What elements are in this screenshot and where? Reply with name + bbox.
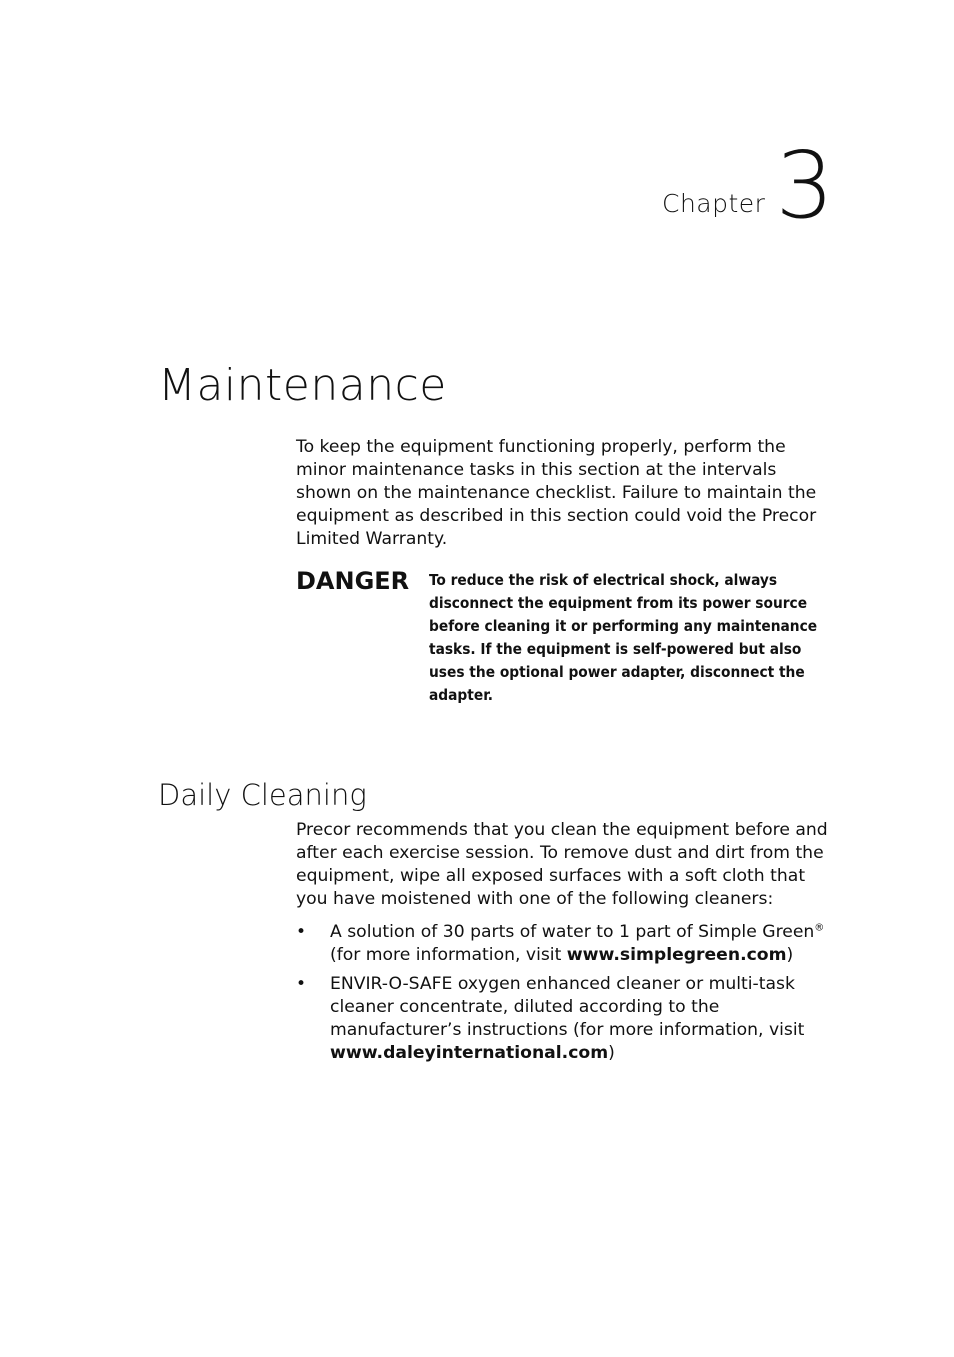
registered-mark: ® xyxy=(814,922,825,934)
chapter-header xyxy=(662,132,834,239)
danger-label: DANGER xyxy=(296,567,410,595)
list-item xyxy=(296,973,836,1065)
list-item-text-part: A solution of 30 parts of water to 1 part of Simple Green xyxy=(330,922,815,942)
list-item-text-part: ENVIR-O-SAFE oxygen enhanced cleaner or multi-task cleaner concentrate, diluted according to the manufacturer’s instructions (for more information, visit xyxy=(330,974,805,1040)
chapter-label: Chapter xyxy=(662,189,766,218)
list-item-text xyxy=(330,921,836,967)
daily-cleaning-paragraph: Precor recommends that you clean the equipment before and after each exercise session. To remove dust and dirt from the equipment, wipe all exposed surfaces with a soft cloth that you have moistened with one of the following cleaners: xyxy=(296,820,828,909)
list-item-text-part: ) xyxy=(786,945,794,965)
list-item-text-part: ) xyxy=(608,1043,615,1063)
danger-notice xyxy=(296,566,836,707)
daleyinternational-link[interactable]: www.daleyinternational.com xyxy=(330,1043,609,1063)
list-item-text xyxy=(330,973,836,1065)
section-heading-daily-cleaning: Daily Cleaning xyxy=(158,778,367,812)
danger-text: To reduce the risk of electrical shock, always disconnect the equipment from its power source before cleaning it or performing any maintenance tasks. If the equipment is self-powered but also uses the optional power adapter, disconnect the adapter. xyxy=(429,571,818,704)
bullet-icon: • xyxy=(296,922,307,942)
simplegreen-link[interactable]: www.simplegreen.com xyxy=(566,945,787,965)
chapter-number: 3 xyxy=(775,132,834,239)
cleaner-list xyxy=(296,921,836,1071)
list-item xyxy=(296,921,836,967)
page-title: Maintenance xyxy=(158,360,447,411)
intro-paragraph: To keep the equipment functioning properly, perform the minor maintenance tasks in this section at the intervals shown on the maintenance checklist. Failure to maintain the equipment as described in this section could void the Precor Limited Warranty. xyxy=(296,437,817,549)
list-item-text-part: (for more information, visit xyxy=(330,945,567,965)
bullet-icon: • xyxy=(296,974,307,994)
